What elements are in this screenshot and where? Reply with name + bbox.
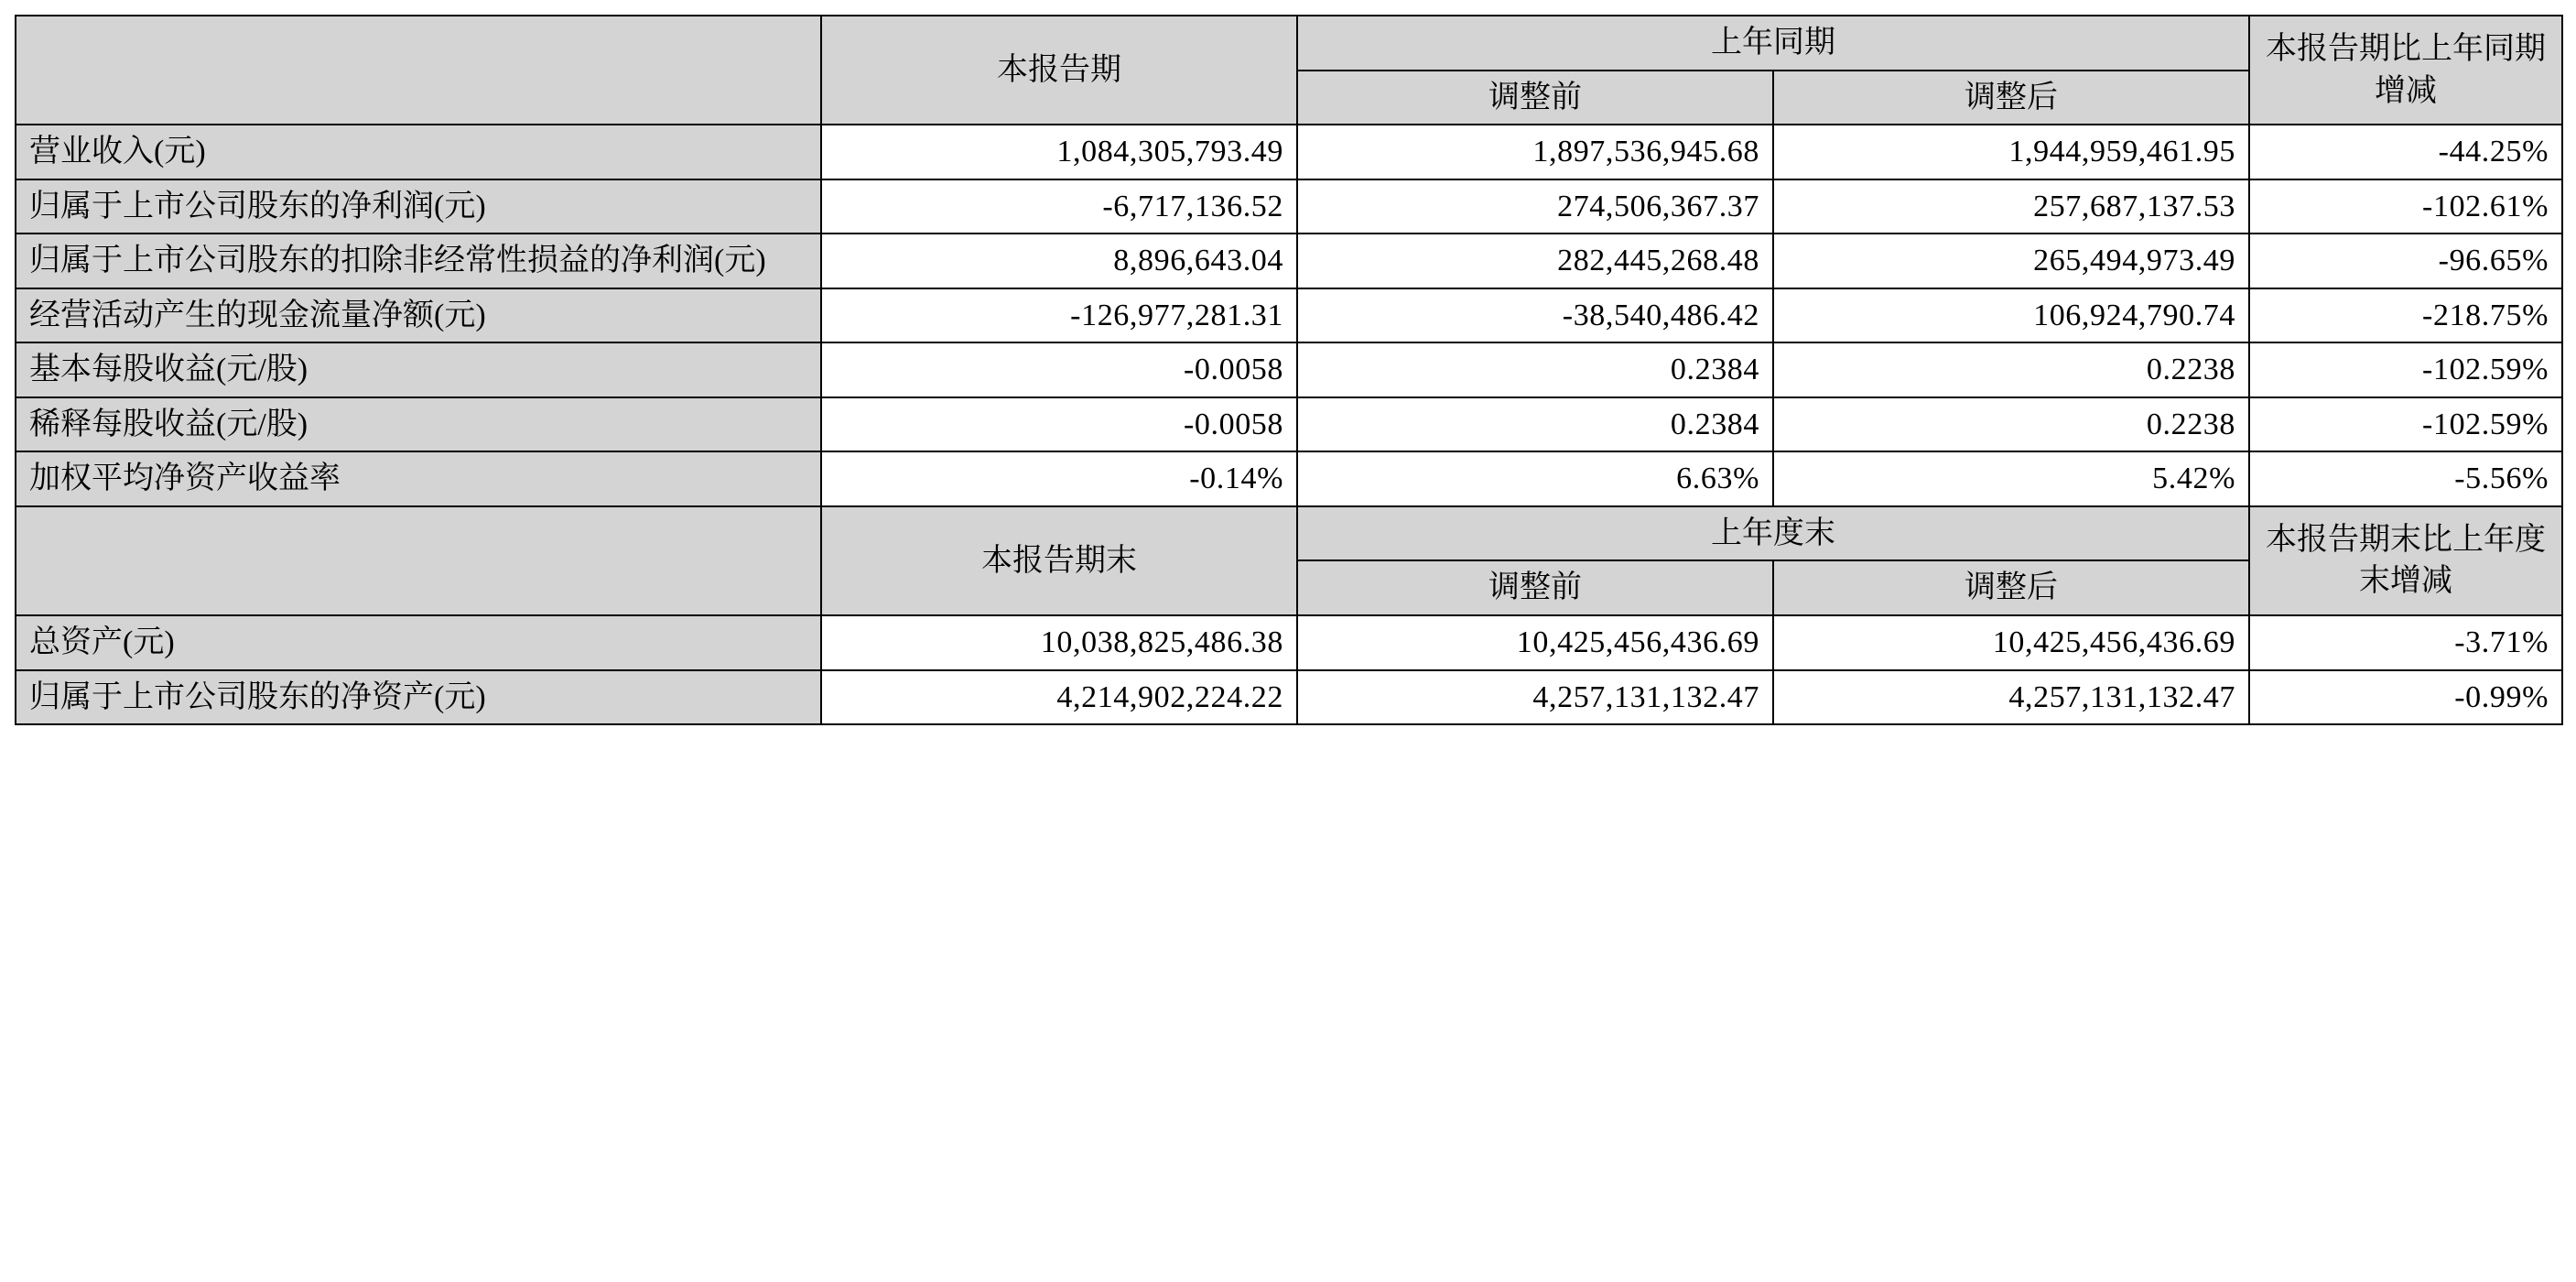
header-cell-change-period: 本报告期比上年同期增减 xyxy=(2249,16,2562,125)
subheader-cell-before-adjust-2: 调整前 xyxy=(1297,560,1773,615)
row-value-prior-after: 257,687,137.53 xyxy=(1773,179,2249,234)
row-value-prior-before: 6.63% xyxy=(1297,451,1773,506)
row-label: 稀释每股收益(元/股) xyxy=(16,397,821,452)
header-cell-current-period-end: 本报告期末 xyxy=(821,506,1297,615)
subheader-cell-after-adjust-2: 调整后 xyxy=(1773,560,2249,615)
row-value-prior-after: 106,924,790.74 xyxy=(1773,288,2249,343)
row-value-prior-after: 4,257,131,132.47 xyxy=(1773,670,2249,725)
subheader-cell-before-adjust: 调整前 xyxy=(1297,71,1773,125)
row-value-prior-before: 282,445,268.48 xyxy=(1297,234,1773,288)
subheader-cell-after-adjust: 调整后 xyxy=(1773,71,2249,125)
row-value-prior-after: 1,944,959,461.95 xyxy=(1773,125,2249,179)
row-value-current: 1,084,305,793.49 xyxy=(821,125,1297,179)
row-value-prior-after: 10,425,456,436.69 xyxy=(1773,615,2249,670)
row-value-current: -126,977,281.31 xyxy=(821,288,1297,343)
header-cell-prior-year-end: 上年度末 xyxy=(1297,506,2249,561)
row-value-prior-before: 0.2384 xyxy=(1297,342,1773,397)
row-label: 加权平均净资产收益率 xyxy=(16,451,821,506)
header-cell-change-balance: 本报告期末比上年度末增减 xyxy=(2249,506,2562,615)
table-header-row-period xyxy=(16,16,2562,71)
row-value-change: -96.65% xyxy=(2249,234,2562,288)
row-value-current: 4,214,902,224.22 xyxy=(821,670,1297,725)
table-row xyxy=(16,179,2562,234)
table-row xyxy=(16,670,2562,725)
header-cell-blank-2 xyxy=(16,506,821,615)
row-value-prior-after: 5.42% xyxy=(1773,451,2249,506)
row-value-current: -0.0058 xyxy=(821,342,1297,397)
table-row xyxy=(16,451,2562,506)
row-label: 归属于上市公司股东的净资产(元) xyxy=(16,670,821,725)
row-value-change: -0.99% xyxy=(2249,670,2562,725)
header-cell-prior-period: 上年同期 xyxy=(1297,16,2249,71)
row-value-current: -6,717,136.52 xyxy=(821,179,1297,234)
row-label: 总资产(元) xyxy=(16,615,821,670)
row-label: 归属于上市公司股东的扣除非经常性损益的净利润(元) xyxy=(16,234,821,288)
row-value-current: -0.0058 xyxy=(821,397,1297,452)
row-value-prior-before: 4,257,131,132.47 xyxy=(1297,670,1773,725)
header-cell-current-period: 本报告期 xyxy=(821,16,1297,125)
row-value-change: -3.71% xyxy=(2249,615,2562,670)
row-label: 归属于上市公司股东的净利润(元) xyxy=(16,179,821,234)
row-value-prior-before: -38,540,486.42 xyxy=(1297,288,1773,343)
table-row xyxy=(16,288,2562,343)
row-value-prior-before: 274,506,367.37 xyxy=(1297,179,1773,234)
row-value-prior-after: 0.2238 xyxy=(1773,397,2249,452)
row-value-prior-after: 0.2238 xyxy=(1773,342,2249,397)
row-value-change: -102.61% xyxy=(2249,179,2562,234)
row-value-current: -0.14% xyxy=(821,451,1297,506)
row-value-change: -102.59% xyxy=(2249,397,2562,452)
row-value-change: -218.75% xyxy=(2249,288,2562,343)
row-value-current: 10,038,825,486.38 xyxy=(821,615,1297,670)
table-row xyxy=(16,234,2562,288)
row-value-prior-before: 1,897,536,945.68 xyxy=(1297,125,1773,179)
row-label: 经营活动产生的现金流量净额(元) xyxy=(16,288,821,343)
row-label: 基本每股收益(元/股) xyxy=(16,342,821,397)
table-row xyxy=(16,125,2562,179)
row-value-change: -5.56% xyxy=(2249,451,2562,506)
financial-summary-table xyxy=(15,15,2563,725)
row-label: 营业收入(元) xyxy=(16,125,821,179)
table-header-row-balance xyxy=(16,506,2562,561)
table-row xyxy=(16,397,2562,452)
row-value-change: -102.59% xyxy=(2249,342,2562,397)
row-value-prior-after: 265,494,973.49 xyxy=(1773,234,2249,288)
header-cell-blank-1 xyxy=(16,16,821,125)
table-row xyxy=(16,342,2562,397)
table-row xyxy=(16,615,2562,670)
row-value-prior-before: 10,425,456,436.69 xyxy=(1297,615,1773,670)
row-value-current: 8,896,643.04 xyxy=(821,234,1297,288)
row-value-prior-before: 0.2384 xyxy=(1297,397,1773,452)
row-value-change: -44.25% xyxy=(2249,125,2562,179)
